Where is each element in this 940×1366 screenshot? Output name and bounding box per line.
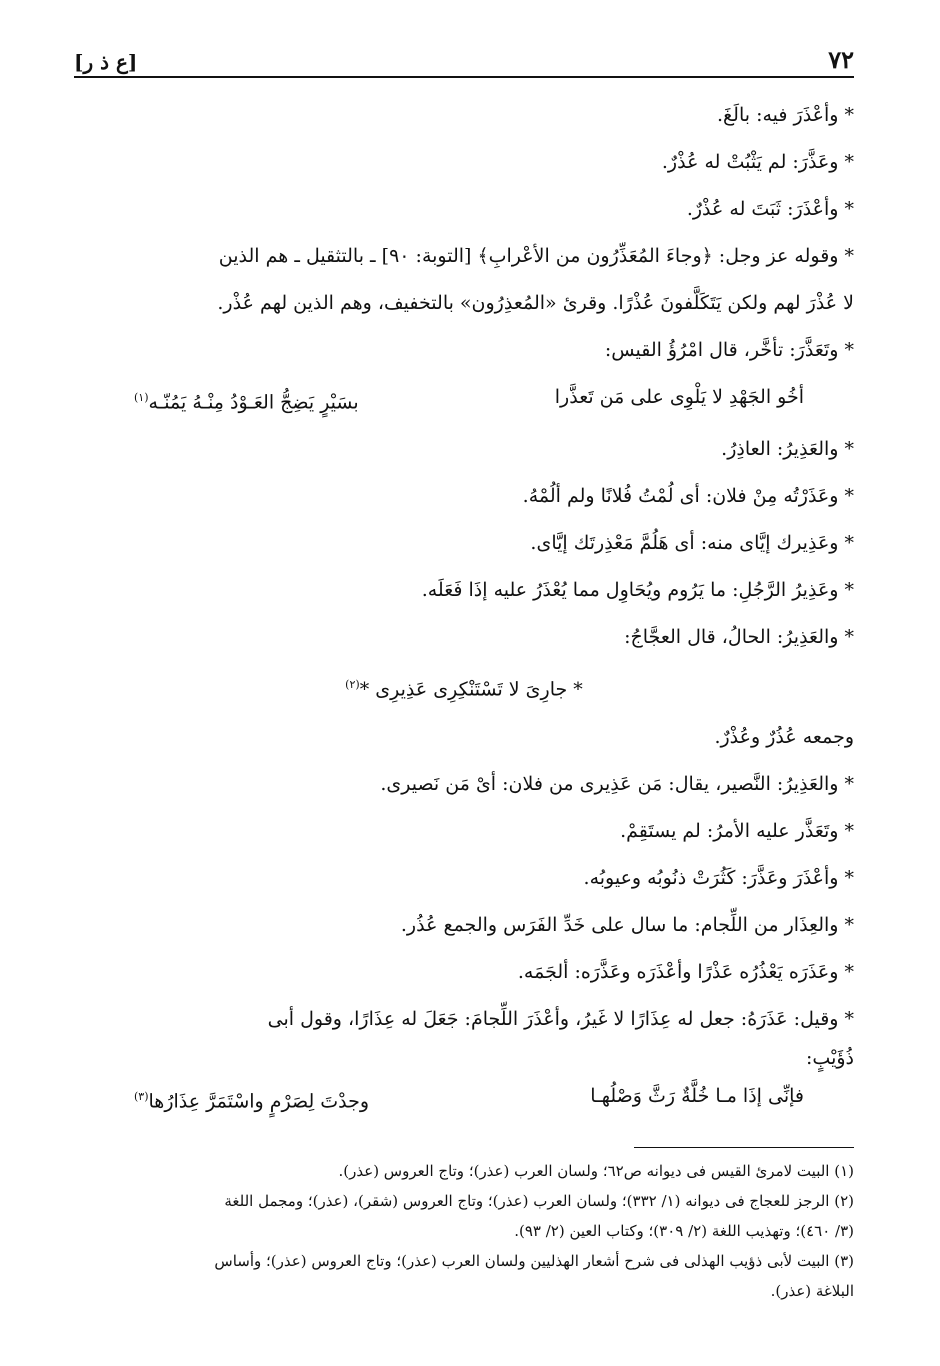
verse-1-hemistich-left: بسَيْرٍ يَضِجُّ العَـوْدُ مِنْـهُ يَمُنّـه$^{(١)}$	[134, 391, 359, 414]
footnote-line: (١) البيت لامرئ القيس فى ديوانه ص٦٢؛ ولسان العرب (عذر)؛ وتاج العروس (عذر).	[338, 1161, 854, 1180]
text-line: * وقيل: عَذَرَهُ: جعل له عِذَارًا لا غَيرُ، وأعْذَرَ اللِّجامَ: جَعَلَ له عِذَارًا، وقول أبى	[267, 1007, 854, 1030]
footnote-ref-2: (٢)	[345, 678, 360, 692]
footnote-line: (٣/ ٤٦٠)؛ وتهذيب اللغة (٢/ ٣٠٩)؛ وكتاب العين (٢/ ٩٣).	[514, 1221, 854, 1240]
verse-3	[74, 1073, 854, 1125]
verse-1	[74, 374, 854, 426]
footnote-ref-3: (٣)	[134, 1089, 149, 1103]
running-head: [ع ذ ر]	[74, 50, 138, 74]
page-header	[74, 40, 854, 74]
text-line: * وعَذَرْتُه مِنْ فلان: أى لُمْتُ فُلانًا ولم ألُمْهُ.	[522, 485, 854, 508]
verse-1-hemistich-right: أخُو الجَهْدِ لا يَلْوِى على مَن تَعذَّرا	[554, 386, 804, 408]
footnote-line: (٣) البيت لأبى ذؤيب الهذلى فى شرح أشعار الهذليين ولسان العرب (عذر)؛ وتاج العروس (عذر)؛ وأساس	[214, 1251, 854, 1270]
text-line: لا عُذْرَ لهم ولكن يَتَكَلَّفونَ عُذْرًا. وقرئ «المُعذِرُون» بالتخفيف، وهم الذين لهم عُذْر.	[217, 292, 854, 314]
verse-3-hemistich-left: وجدْتَ لِصَرْمٍ واسْتَمَرَّ عِذَارُها$^{(٣)}$	[134, 1089, 370, 1112]
text-line: * والعِذَار من اللِّجام: ما سال على خَدِّ الفَرَس والجمع عُذُر.	[400, 913, 854, 936]
text-line: * والعَذِيرُ: النَّصير، يقال: مَن عَذِيرى من فلان: أىْ مَن نَصيرى.	[380, 772, 854, 795]
text-line: * وأعْذَرَ وعَذَّرَ: كَثُرَتْ ذنُوبُه وعيوبُه.	[583, 866, 854, 889]
text-line: * وقوله عز وجل: ﴿وجاءَ المُعَذِّرُون من الأعْرابِ﴾ [التوبة: ٩٠] ـ بالتثقيل ـ هم الذين	[218, 245, 854, 267]
footnote-line: البلاغة (عذر).	[770, 1281, 854, 1300]
text-line: * وتَعَذَّرَ: تأخَّر، قال امْرُؤُ القيس:	[604, 339, 854, 361]
main-text	[74, 92, 854, 1125]
footnote-line: (٢) الرجز للعجاج فى ديوانه (١/ ٣٣٢)؛ ولسان العرب (عذر)؛ وتاج العروس (شقر)، (عذر)؛ ومجمل اللغة	[224, 1191, 854, 1210]
text-line: ذُؤَيْبٍ:	[806, 1046, 854, 1069]
footnote-rule	[634, 1147, 854, 1148]
text-line: * والعَذِيرُ: العاذِرُ.	[721, 438, 854, 461]
verse-2: * جارِىَ لا تَسْتَنْكِرِى عَذِيرِى *$^{(٢)}$	[345, 678, 583, 701]
text-line: * وعَذِيرك إيَّاى منه: أى هَلُمَّ مَعْذِرتَك إيَّاى.	[530, 532, 854, 555]
page-number: ٧٢	[828, 45, 854, 74]
text-line: * وأعْذَرَ: ثَبَتَ له عُذْرٌ.	[686, 198, 854, 220]
verse-3-hemistich-right: فإنِّى إذَا مـا خُلَّةٌ رَثَّ وَصْلُهـا	[590, 1084, 804, 1107]
text-line: * وعَذَّرَ: لم يَثْبُتْ له عُذْرٌ.	[661, 151, 854, 173]
text-line: وجمعه عُذُرٌ وعُذْرٌ.	[714, 725, 854, 748]
text-line: * وتَعَذَّر عليه الأمرُ: لم يستَقِمْ.	[620, 819, 854, 842]
footnotes	[74, 1156, 854, 1306]
footnote-ref-1: (١)	[134, 391, 149, 404]
text-line: * وعَذِيرُ الرَّجُلِ: ما يَرُوم ويُحَاوِل مما يُعْذَرُ عليه إذَا فَعَلَه.	[421, 579, 854, 602]
text-line: * والعَذِيرُ: الحالُ، قال العجَّاجُ:	[624, 626, 854, 649]
text-line: * وأعْذَرَ فيه: بالَغَ.	[717, 104, 854, 126]
text-line: * وعَذَرَه يَعْذُرُه عَذْرًا وأعْذَرَه وعَذَّرَه: ألجَمَه.	[517, 960, 854, 983]
page	[74, 40, 854, 1336]
header-rule	[74, 76, 854, 78]
